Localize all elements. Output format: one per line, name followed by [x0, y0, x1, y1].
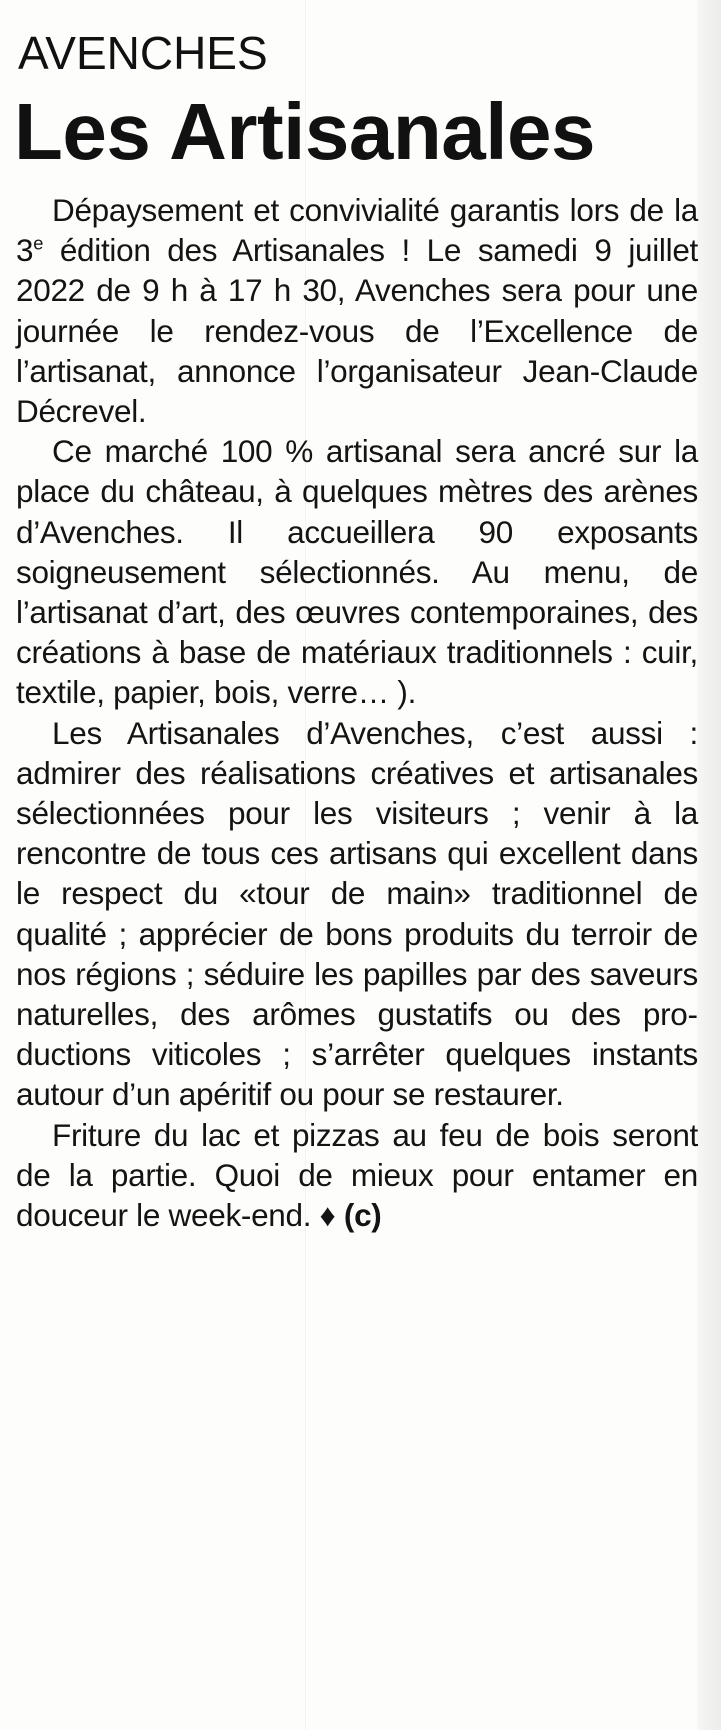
- article-kicker: AVENCHES: [18, 27, 268, 79]
- paragraph-2: Ce marché 100 % artisanal sera ancré sur la place du château, à quelques mètres des arènes d’Avenches. Il accueillera 90 exposants soigneusement sélectionnés. Au menu, de l’artisanat d’art, des œuvres contemporaines, des créations à base de matériaux traditionnels : cuir, textile, papier, bois, verre… ).: [16, 433, 698, 711]
- article-headline: Les Artisanales: [14, 87, 595, 176]
- paragraph-1-end: édition des Artisanales ! Le samedi 9 juillet 2022 de 9 h à 17 h 30, Avenches sera pour une journée le rendez-vous de l’Excellence de l’artisanat, annonce l’organisateur Jean-Claude Décrevel.: [16, 232, 698, 430]
- article-signoff: ♦ (c): [319, 1197, 382, 1234]
- article-body: [16, 190, 698, 1235]
- paragraph-1: [16, 190, 698, 431]
- paragraph-4-text: Friture du lac et pizzas au feu de bois seront de la partie. Quoi de mieux pour entamer en douceur le week-end.: [16, 1116, 698, 1234]
- paragraph-4: [16, 1115, 698, 1236]
- paragraph-3: Les Artisanales d’Avenches, c’est aussi : admirer des réalisations créatives et artisanales sélectionnées pour les visiteurs ; venir à la rencontre de tous ces artisans qui excellent dans le respect du «tour de main» traditionnel de qualité ; apprécier de bons produits du terroir de nos régions ; séduire les papilles par des saveurs naturelles, des arômes gustatifs ou des productions viticoles ; s’arrêter quelques instants autour d’un apéritif ou pour se restaurer.: [16, 714, 698, 1113]
- scan-edge: [697, 0, 721, 1730]
- ordinal-suffix: e: [33, 232, 44, 254]
- paragraph-1-start: Dépaysement et convivialité garantis lors de la 3: [16, 192, 698, 269]
